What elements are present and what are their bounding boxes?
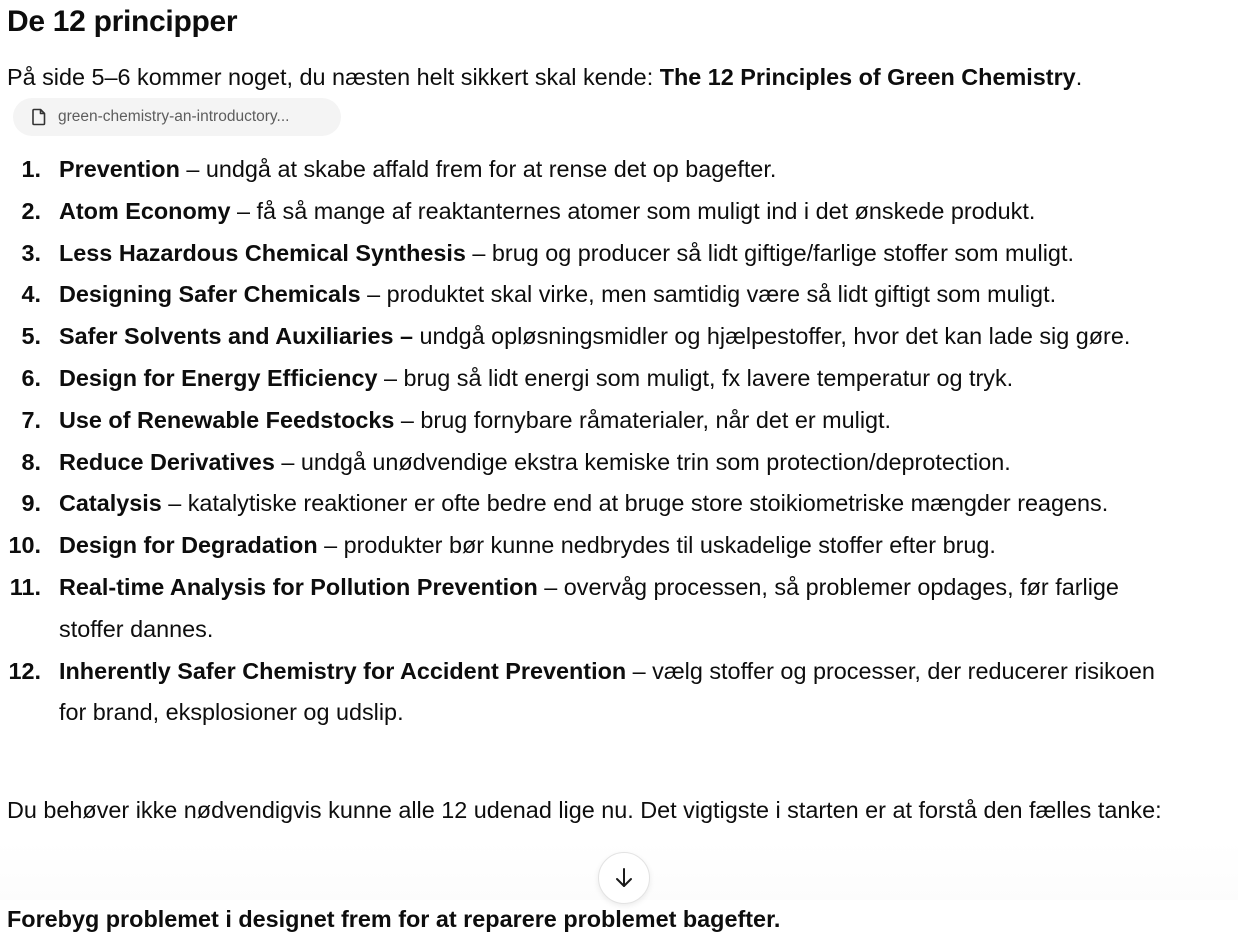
- principle-term: Design for Energy Efficiency: [59, 364, 378, 391]
- principle-term: Inherently Safer Chemistry for Accident Prevention: [59, 657, 627, 684]
- source-chip-label: green-chemistry-an-introductory...: [58, 108, 290, 125]
- principles-list: [7, 149, 1238, 734]
- intro-text: På side 5–6 kommer noget, du næsten helt sikkert skal kende:: [7, 64, 660, 90]
- list-item: [7, 149, 1238, 191]
- principle-term: Less Hazardous Chemical Synthesis: [59, 239, 466, 266]
- list-item: [7, 191, 1238, 233]
- principle-term: Design for Degradation: [59, 532, 318, 559]
- list-item: [7, 442, 1238, 484]
- principle-description: – undgå at skabe affald frem for at rense det op bagefter.: [179, 156, 777, 182]
- principle-term: Atom Economy: [59, 197, 231, 224]
- principle-term: Safer Solvents and Auxiliaries –: [59, 323, 414, 350]
- principle-description: – brug så lidt energi som muligt, fx lavere temperatur og tryk.: [377, 364, 1014, 391]
- document-icon: [29, 107, 49, 127]
- list-number: 3.: [21, 239, 41, 266]
- list-number: 1.: [21, 156, 41, 182]
- list-item: [7, 274, 1238, 316]
- principle-description: – vælg stoffer og processer, der reducerer risikoen for brand, eksplosioner og udslip.: [59, 657, 1155, 726]
- list-item: [7, 567, 1184, 651]
- list-item: [7, 316, 1184, 358]
- principle-term: Designing Safer Chemicals: [59, 281, 361, 308]
- source-citation-chip[interactable]: [13, 98, 341, 136]
- list-number: 7.: [21, 406, 41, 433]
- list-number: 2.: [21, 197, 41, 224]
- list-item: [7, 233, 1238, 275]
- list-number: 12.: [8, 657, 41, 684]
- principle-term: Reduce Derivatives: [59, 448, 275, 475]
- principle-description: – undgå unødvendige ekstra kemiske trin som protection/deprotection.: [274, 448, 1011, 475]
- principle-term: Use of Renewable Feedstocks: [59, 406, 395, 433]
- outro-paragraph: Du behøver ikke nødvendigvis kunne alle 12 udenad lige nu. Det vigtigste i starten er at forstå den fælles tanke:: [7, 797, 1162, 823]
- principle-description: – produktet skal virke, men samtidig være så lidt giftigt som muligt.: [360, 281, 1057, 308]
- principle-term: Catalysis: [59, 490, 162, 517]
- principle-description: – overvåg processen, så problemer opdages, før farlige stoffer dannes.: [59, 573, 1119, 642]
- list-number: 11.: [9, 573, 41, 600]
- list-item: [7, 358, 1238, 400]
- arrow-down-icon: [611, 865, 637, 891]
- principle-description: – brug fornybare råmaterialer, når det er muligt.: [394, 406, 892, 433]
- list-number: 5.: [21, 323, 41, 350]
- principle-description: – katalytiske reaktioner er ofte bedre end at bruge store stoikiometriske mængder reagens.: [161, 490, 1109, 517]
- intro-bold-title: The 12 Principles of Green Chemistry: [659, 64, 1076, 90]
- list-number: 10.: [8, 532, 41, 559]
- intro-paragraph: [7, 60, 1082, 94]
- list-number: 6.: [21, 364, 41, 391]
- list-number: 8.: [21, 448, 41, 475]
- principle-term: Prevention: [59, 156, 180, 182]
- list-item: [7, 483, 1238, 525]
- principle-description: – produkter bør kunne nedbrydes til uskadelige stoffer efter brug.: [317, 532, 996, 559]
- list-number: 9.: [21, 490, 41, 517]
- principle-term: Real-time Analysis for Pollution Prevention: [59, 573, 538, 600]
- list-item: [7, 400, 1238, 442]
- conclusion-statement: Forebyg problemet i designet frem for at reparere problemet bagefter.: [7, 906, 781, 932]
- list-item: [7, 525, 1238, 567]
- intro-end: .: [1075, 64, 1083, 90]
- principle-description: – få så mange af reaktanternes atomer som muligt ind i det ønskede produkt.: [230, 197, 1036, 224]
- section-heading: De 12 principper: [7, 5, 238, 38]
- principle-description: – brug og producer så lidt giftige/farlige stoffer som muligt.: [465, 239, 1074, 266]
- principle-description: undgå opløsningsmidler og hjælpestoffer, hvor det kan lade sig gøre.: [413, 323, 1131, 350]
- list-number: 4.: [21, 281, 41, 308]
- list-item: [7, 651, 1184, 735]
- scroll-to-bottom-button[interactable]: [598, 852, 650, 904]
